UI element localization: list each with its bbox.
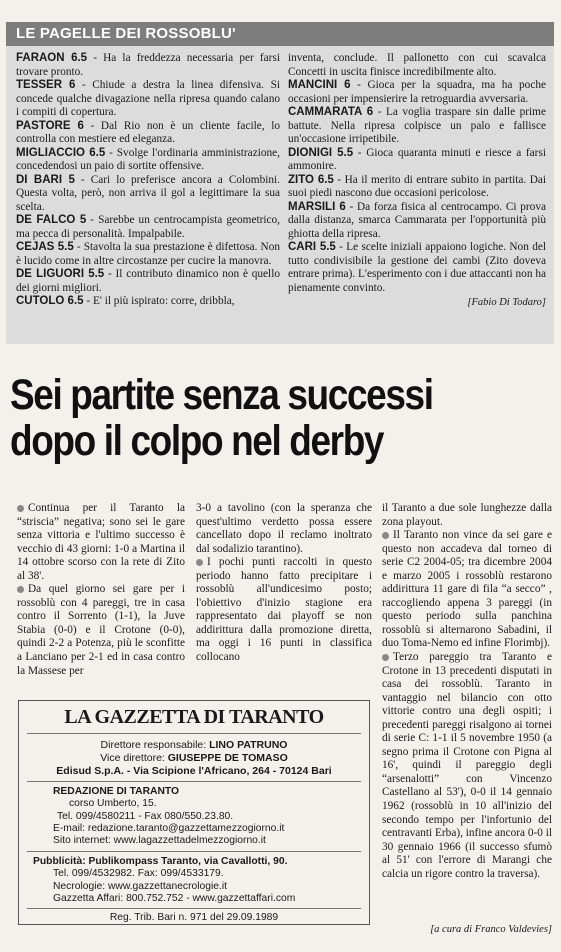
player-rating: DE FALCO 5 <box>16 214 87 226</box>
article-headline <box>10 372 479 464</box>
pubblicita-block <box>33 856 363 905</box>
pubblicita-line: Necrologie: www.gazzettanecrologie.it <box>53 880 227 892</box>
rating-comment: - La voglia traspare sin dalle prime battute. Nella ripresa colpisce un palo e fallisce un'occasione irripetibile. <box>288 106 546 145</box>
pubblicita-line: Gazzetta Affari: 800.752.752 - www.gazzettaffari.com <box>53 892 296 904</box>
player-rating: CAMMARATA 6 <box>288 106 374 118</box>
masthead-box <box>18 700 370 925</box>
rating-comment: - Il contributo dinamico non è quello dei giorni migliori. <box>16 268 280 294</box>
player-rating: CEJAS 5.5 <box>16 241 74 253</box>
rating-entry <box>16 52 280 79</box>
rating-entry <box>16 214 280 241</box>
masthead-title: LA GAZZETTA DI TARANTO <box>64 706 324 728</box>
rating-comment: - Gioca quaranta minuti e riesce a farsi ammonire. <box>288 146 546 172</box>
article-paragraph: 3-0 a tavolino (con la speranza che quest'ultimo verdetto possa essere cancellato dopo il reclamo inoltrato dal sodalizio tarantino). <box>196 502 372 555</box>
article-paragraph: Terzo pareggio tra Taranto e Crotone in 13 precedenti disputati in casa dei rossoblù. Taranto in vantaggio nel bilancio con otto vittorie contro una degli ospiti; i precedenti pareggi risalgono ai tornei di serie C: 1-1 il 5 novembre 1950 (a segno prima il Crotone con Pigna al 16', quindi il pareggio degli “arsenalotti” con Vincenzo Castellano al 53'), 0-0 il 14 gennaio 1962 (rossoblù in 10 all'inizio del secondo tempo per l'infortunio del centravanti Erba), infine ancora 0-0 il 30 gennaio 1966 (il successo sfumò al 51' con l'errore di Marangi che calcia un rigore contro la traversa). <box>382 651 552 880</box>
player-rating: DIONIGI 5.5 <box>288 146 354 159</box>
rating-comment: - Le scelte iniziali appaiono logiche. Non del tutto condivisibile la gestione dei cambi (Zito doveva entrare prima). L'esperimento con i due attaccanti non ha pienamente convinto. <box>288 241 546 294</box>
player-rating: MIGLIACCIO 6.5 <box>16 146 106 159</box>
divider <box>27 851 361 852</box>
article-column-3 <box>382 502 552 881</box>
article-paragraph: I pochi punti raccolti in questo periodo hanno fatto precipitare i rossoblù all'undicesimo posto; l'obiettivo d'inizio stagione era rappresentato dai playoff se non addirittura dalla promozione diretta, ma oggi i 16 punti in classifica collocano <box>196 556 372 664</box>
article-column-1 <box>17 502 185 678</box>
rating-entry <box>288 174 546 201</box>
ratings-left-column <box>16 52 280 309</box>
article-paragraph: Da quel giorno sei gare per i rossoblù con 4 pareggi, tre in casa contro il Sorrento (1-1), la Juve Stabia (0-0) e il Crotone (0-0), quindi 2-2 a Potenza, più le sconfitte a Lanciano per 2-1 ed in casa contro la Massese per <box>17 583 185 677</box>
rating-entry <box>288 79 546 106</box>
player-rating: PASTORE 6 <box>16 119 84 132</box>
article-paragraph: il Taranto a due sole lunghezze dalla zona playout. <box>382 502 552 528</box>
player-rating: CARI 5.5 <box>288 241 336 253</box>
headline-line-1: Sei partite senza successi <box>10 371 433 419</box>
bullet-icon <box>17 586 24 593</box>
headline-line-2: dopo il colpo nel derby <box>10 417 384 465</box>
rating-comment: - Dal Rio non è un cliente facile, lo controlla con mestiere ed eleganza. <box>16 119 280 145</box>
ratings-signature: [Fabio Di Todaro] <box>467 297 546 308</box>
rating-comment: - Stavolta la sua prestazione è difettosa. Non è lucido come in altre circostanze per cucire la manovra. <box>16 241 280 267</box>
bullet-icon <box>382 532 389 539</box>
ratings-box <box>6 22 554 344</box>
rating-comment: - Cari lo preferisce ancora a Colombini. Questa volta, però, non arriva il gol a legittimare la sua scelta. <box>16 173 280 213</box>
registration-line: Reg. Trib. Bari n. 971 del 29.09.1989 <box>109 912 279 923</box>
rating-comment: - E' il più ispirato: corre, dribbla, <box>83 295 235 307</box>
divider <box>27 733 361 734</box>
rating-entry <box>16 295 280 309</box>
divider <box>27 908 361 909</box>
rating-comment: - Da forza fisica al centrocampo. Ci prova dalla distanza, smarca Cammarata per l'opportunità più ghiotta della ripresa. <box>288 200 546 240</box>
vice-director-line: Vice direttore: GIUSEPPE DE TOMASO <box>100 752 288 764</box>
redazione-email: E-mail: redazione.taranto@gazzettamezzogiorno.it <box>53 822 285 834</box>
redazione-title: REDAZIONE DI TARANTO <box>53 786 180 797</box>
rating-entry <box>288 201 546 242</box>
rating-comment: - Ha il merito di entrare subito in partita. Dai suoi piedi nascono due occasioni pericolose. <box>288 173 546 199</box>
pubblicita-line: Tel. 099/4532982. Fax: 099/4533179. <box>53 868 224 880</box>
director-line: Direttore responsabile: LINO PATRUNO <box>100 739 288 751</box>
rating-comment: - Gioca per la squadra, ma ha poche occasioni per impensierire la retroguardia avversaria. <box>288 79 547 105</box>
rating-comment: - Sarebbe un centrocampista geometrico, ma pecca di personalità. Impalpabile. <box>16 214 280 240</box>
rating-entry <box>16 147 280 174</box>
rating-comment: - Chiude a destra la linea difensiva. Si concede qualche divagazione nella ripresa quando calano i compiti di copertura. <box>16 79 280 118</box>
rating-entry <box>288 147 546 174</box>
player-rating: CUTOLO 6.5 <box>16 295 84 307</box>
bullet-icon <box>17 505 24 512</box>
player-rating: FARAON 6.5 <box>16 52 88 64</box>
rating-entry <box>288 52 546 79</box>
player-rating: TESSER 6 <box>16 79 76 91</box>
rating-entry <box>288 106 546 147</box>
rating-entry <box>16 79 280 120</box>
pubblicita-title: Pubblicità: Publikompass Taranto, via Cavallotti, 90. <box>33 856 288 867</box>
rating-entry <box>16 268 280 295</box>
ratings-right-column <box>288 52 546 310</box>
ratings-banner-title: LE PAGELLE DEI ROSSOBLU' <box>16 25 236 42</box>
rating-entry <box>16 241 280 268</box>
rating-entry <box>16 120 280 147</box>
player-rating: DE LIGUORI 5.5 <box>16 268 105 280</box>
rating-comment: - Ha la freddezza necessaria per farsi trovare pronto. <box>16 52 280 78</box>
player-rating: DI BARI 5 <box>16 173 75 186</box>
bullet-icon <box>196 559 203 566</box>
player-rating: MANCINI 6 <box>288 79 351 91</box>
redazione-block <box>53 786 363 847</box>
player-rating: ZITO 6.5 <box>288 173 334 186</box>
rating-comment: - Svolge l'ordinaria amministrazione, concedendosi un paio di sortite offensive. <box>16 146 280 172</box>
divider <box>27 781 361 782</box>
article-credit: [a cura di Franco Valdevies] <box>430 924 552 935</box>
bullet-icon <box>382 654 389 661</box>
ratings-banner <box>6 22 554 46</box>
player-rating: MARSILI 6 <box>288 200 346 213</box>
rating-entry <box>16 174 280 215</box>
publisher-line: Edisud S.p.A. - Via Scipione l'Africano, 264 - 70124 Bari <box>56 765 332 777</box>
rating-comment: inventa, conclude. Il pallonetto con cui scavalca Concetti in uscita finisce incredibilmente alto. <box>288 52 546 78</box>
rating-entry <box>288 241 546 295</box>
article-column-2 <box>196 502 372 665</box>
redazione-website: Sito internet: www.lagazzettadelmezzogiorno.it <box>53 835 266 847</box>
redazione-line: corso Umberto, 15. <box>69 798 157 810</box>
redazione-line: Tel. 099/4580211 - Fax 080/550.23.80. <box>57 810 234 822</box>
article-paragraph: Il Taranto non vince da sei gare e questo non accadeva dal torneo di serie C2 2004-05; tra dicembre 2004 e marzo 2005 i rossoblù restarono addirittura 11 gare di fila “a secco” , raccogliendo appena 3 pareggi (in questo periodo sulla panchina rossoblù si alternarono Sabadini, il duo Toma-Nemo ed infine Florimbj). <box>382 529 552 650</box>
article-paragraph: Continua per il Taranto la “striscia” negativa; sono sei le gare senza vittoria e l'ultimo successo è vecchio di 43 giorni: 1-0 a Martina il 14 ottobre scorso con la rete di Zito al 38'. <box>17 502 185 582</box>
